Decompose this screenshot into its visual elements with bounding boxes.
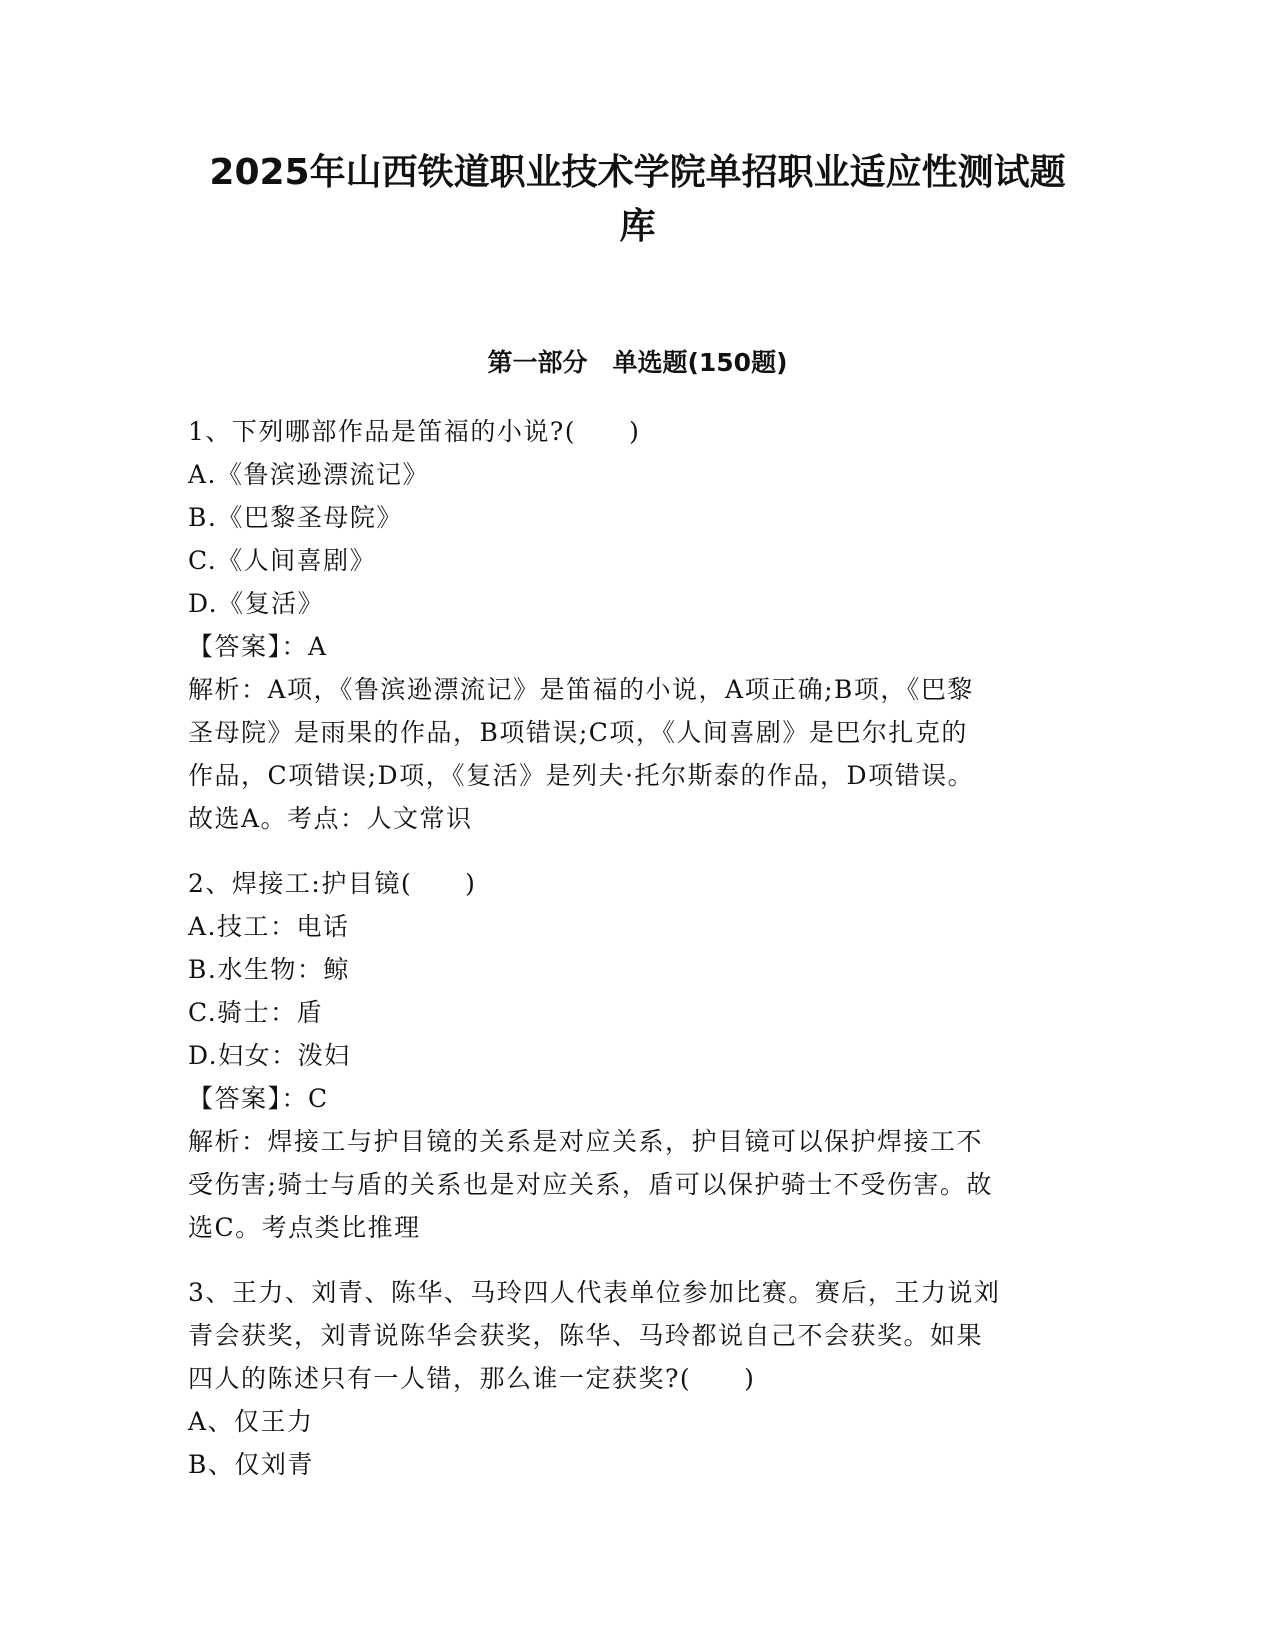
analysis-line: 作品，C项错误;D项，《复活》是列夫·托尔斯泰的作品，D项错误。: [188, 761, 975, 790]
question-stem: 2、焊接工:护目镜( ): [188, 869, 477, 898]
question-3: [188, 1271, 1088, 1486]
section-heading: 第一部分 单选题(150题): [487, 348, 788, 377]
option-d: D.妇女：泼妇: [188, 1041, 351, 1070]
option-a: A.技工：电话: [188, 912, 350, 941]
question-2: [188, 862, 1088, 1249]
option-a: A.《鲁滨逊漂流记》: [188, 460, 430, 489]
option-b: B.《巴黎圣母院》: [188, 503, 403, 532]
question-stem: 1、下列哪部作品是笛福的小说?( ): [188, 417, 641, 446]
title-line-1: 2025年山西铁道职业技术学院单招职业适应性测试题: [209, 152, 1066, 193]
option-b: B、仅刘青: [188, 1450, 314, 1479]
option-c: C.《人间喜剧》: [188, 546, 377, 575]
option-c: C.骑士：盾: [188, 998, 324, 1027]
analysis-line: 故选A。考点：人文常识: [188, 804, 473, 833]
question-stem-line: 四人的陈述只有一人错，那么谁一定获奖?( ): [188, 1364, 756, 1393]
option-b: B.水生物：鲸: [188, 955, 350, 984]
title-line-2: 库: [619, 206, 656, 247]
analysis-line: 受伤害;骑士与盾的关系也是对应关系，盾可以保护骑士不受伤害。故: [188, 1170, 993, 1199]
question-stem-line: 3、王力、刘青、陈华、马玲四人代表单位参加比赛。赛后，王力说刘: [188, 1278, 1001, 1307]
analysis-line: 解析：焊接工与护目镜的关系是对应关系，护目镜可以保护焊接工不: [188, 1127, 984, 1156]
document-title: [160, 146, 1115, 254]
analysis-line: 解析：A项，《鲁滨逊漂流记》是笛福的小说，A项正确;B项，《巴黎: [188, 675, 974, 704]
option-d: D.《复活》: [188, 589, 325, 618]
analysis-line: 选C。考点类比推理: [188, 1213, 421, 1242]
option-a: A、仅王力: [188, 1407, 314, 1436]
analysis-line: 圣母院》是雨果的作品，B项错误;C项，《人间喜剧》是巴尔扎克的: [188, 718, 968, 747]
question-1: [188, 410, 1088, 840]
answer: 【答案】：A: [188, 632, 328, 661]
answer: 【答案】：C: [188, 1084, 329, 1113]
question-stem-line: 青会获奖，刘青说陈华会获奖，陈华、马玲都说自己不会获奖。如果: [188, 1321, 984, 1350]
question-list: [188, 410, 1088, 1508]
